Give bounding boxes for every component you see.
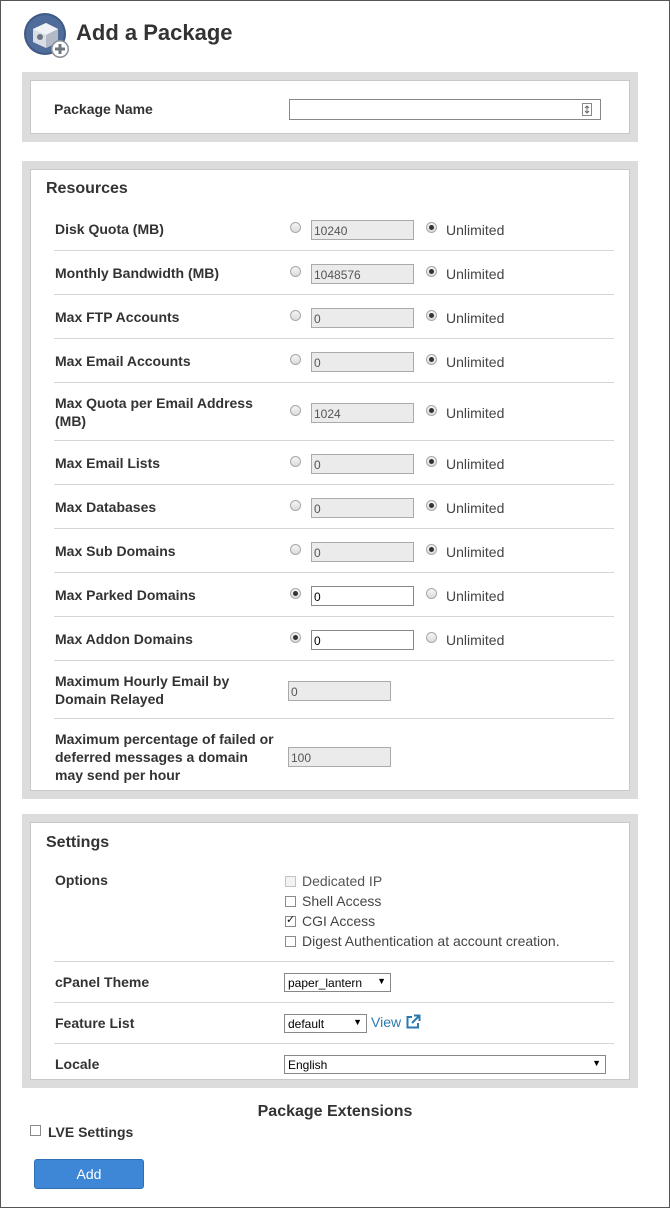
disk-quota-unlimited-radio[interactable] xyxy=(426,222,437,233)
ftp-unlimited-radio[interactable] xyxy=(426,310,437,321)
digest-auth-checkbox[interactable] xyxy=(285,936,296,947)
external-link-icon[interactable] xyxy=(405,1014,421,1030)
email-accounts-limit-radio[interactable] xyxy=(290,354,301,365)
package-extensions-heading: Package Extensions xyxy=(257,1103,413,1120)
parked-domains-limit-radio[interactable] xyxy=(290,588,301,599)
failed-percentage-input[interactable]: 100 xyxy=(288,747,391,767)
resource-row-parked-domains: Max Parked Domains 0 Unlimited xyxy=(54,572,614,617)
view-feature-list-link[interactable]: View xyxy=(371,1014,402,1030)
addon-domains-input[interactable]: 0 xyxy=(311,630,414,650)
email-accounts-unlimited-radio[interactable] xyxy=(426,354,437,365)
cgi-access-checkbox[interactable] xyxy=(285,916,296,927)
databases-limit-radio[interactable] xyxy=(290,500,301,511)
page-title: Add a Package xyxy=(76,20,233,45)
resource-row-databases: Max Databases 0 Unlimited xyxy=(54,484,614,529)
disk-quota-limit-radio[interactable] xyxy=(290,222,301,233)
chevron-down-icon: ▼ xyxy=(377,976,386,986)
settings-row-options: Options Dedicated IP Shell Access ✓ CGI Access Digest Authentication at account creation. xyxy=(54,859,614,962)
disk-quota-input[interactable]: 10240 xyxy=(311,220,414,240)
bandwidth-limit-radio[interactable] xyxy=(290,266,301,277)
hourly-email-input[interactable]: 0 xyxy=(288,681,391,701)
databases-input[interactable]: 0 xyxy=(311,498,414,518)
resources-panel xyxy=(22,161,638,799)
ftp-input[interactable]: 0 xyxy=(311,308,414,328)
sub-domains-unlimited-radio[interactable] xyxy=(426,544,437,555)
databases-unlimited-radio[interactable] xyxy=(426,500,437,511)
sub-domains-input[interactable]: 0 xyxy=(311,542,414,562)
feature-list-select[interactable]: default ▼ xyxy=(284,1014,367,1033)
addon-domains-unlimited-radio[interactable] xyxy=(426,632,437,643)
email-lists-limit-radio[interactable] xyxy=(290,456,301,467)
resource-row-failed-percentage: Maximum percentage of failed or deferred messages a domain may send per hour 100 xyxy=(54,718,614,788)
ftp-limit-radio[interactable] xyxy=(290,310,301,321)
resource-row-disk-quota: Disk Quota (MB) 10240 Unlimited xyxy=(54,206,614,251)
resource-row-hourly-email: Maximum Hourly Email by Domain Relayed 0 xyxy=(54,660,614,719)
package-add-icon xyxy=(22,13,70,59)
resources-heading: Resources xyxy=(46,180,128,197)
autofill-key-icon[interactable] xyxy=(582,103,592,116)
lve-settings-label: LVE Settings xyxy=(48,1124,134,1140)
settings-panel xyxy=(22,814,638,1088)
lve-settings-checkbox[interactable] xyxy=(30,1125,41,1136)
locale-select[interactable]: English ▼ xyxy=(284,1055,606,1074)
bandwidth-unlimited-radio[interactable] xyxy=(426,266,437,277)
package-name-input[interactable] xyxy=(289,99,601,120)
resource-row-email-lists: Max Email Lists 0 Unlimited xyxy=(54,440,614,485)
chevron-down-icon: ▼ xyxy=(353,1017,362,1027)
email-lists-input[interactable]: 0 xyxy=(311,454,414,474)
addon-domains-limit-radio[interactable] xyxy=(290,632,301,643)
sub-domains-limit-radio[interactable] xyxy=(290,544,301,555)
settings-row-theme: cPanel Theme paper_lantern ▼ xyxy=(54,961,614,1003)
email-lists-unlimited-radio[interactable] xyxy=(426,456,437,467)
parked-domains-unlimited-radio[interactable] xyxy=(426,588,437,599)
add-button[interactable]: Add xyxy=(34,1159,144,1189)
email-quota-input[interactable]: 1024 xyxy=(311,403,414,423)
resource-row-bandwidth: Monthly Bandwidth (MB) 1048576 Unlimited xyxy=(54,250,614,295)
email-quota-limit-radio[interactable] xyxy=(290,405,301,416)
resource-row-ftp: Max FTP Accounts 0 Unlimited xyxy=(54,294,614,339)
chevron-down-icon: ▼ xyxy=(592,1058,601,1068)
resource-row-email-accounts: Max Email Accounts 0 Unlimited xyxy=(54,338,614,383)
email-quota-unlimited-radio[interactable] xyxy=(426,405,437,416)
dedicated-ip-checkbox[interactable] xyxy=(285,876,296,887)
resource-row-email-quota: Max Quota per Email Address (MB) 1024 Unlimited xyxy=(54,382,614,441)
settings-heading: Settings xyxy=(46,834,110,851)
resource-row-addon-domains: Max Addon Domains 0 Unlimited xyxy=(54,616,614,661)
cpanel-theme-select[interactable]: paper_lantern ▼ xyxy=(284,973,391,992)
shell-access-checkbox[interactable] xyxy=(285,896,296,907)
resource-row-sub-domains: Max Sub Domains 0 Unlimited xyxy=(54,528,614,573)
package-name-panel xyxy=(22,72,638,142)
settings-row-locale: Locale English ▼ xyxy=(54,1043,614,1083)
email-accounts-input[interactable]: 0 xyxy=(311,352,414,372)
package-name-label: Package Name xyxy=(54,101,153,117)
settings-row-feature-list: Feature List default ▼ View xyxy=(54,1002,614,1044)
bandwidth-input[interactable]: 1048576 xyxy=(311,264,414,284)
parked-domains-input[interactable]: 0 xyxy=(311,586,414,606)
